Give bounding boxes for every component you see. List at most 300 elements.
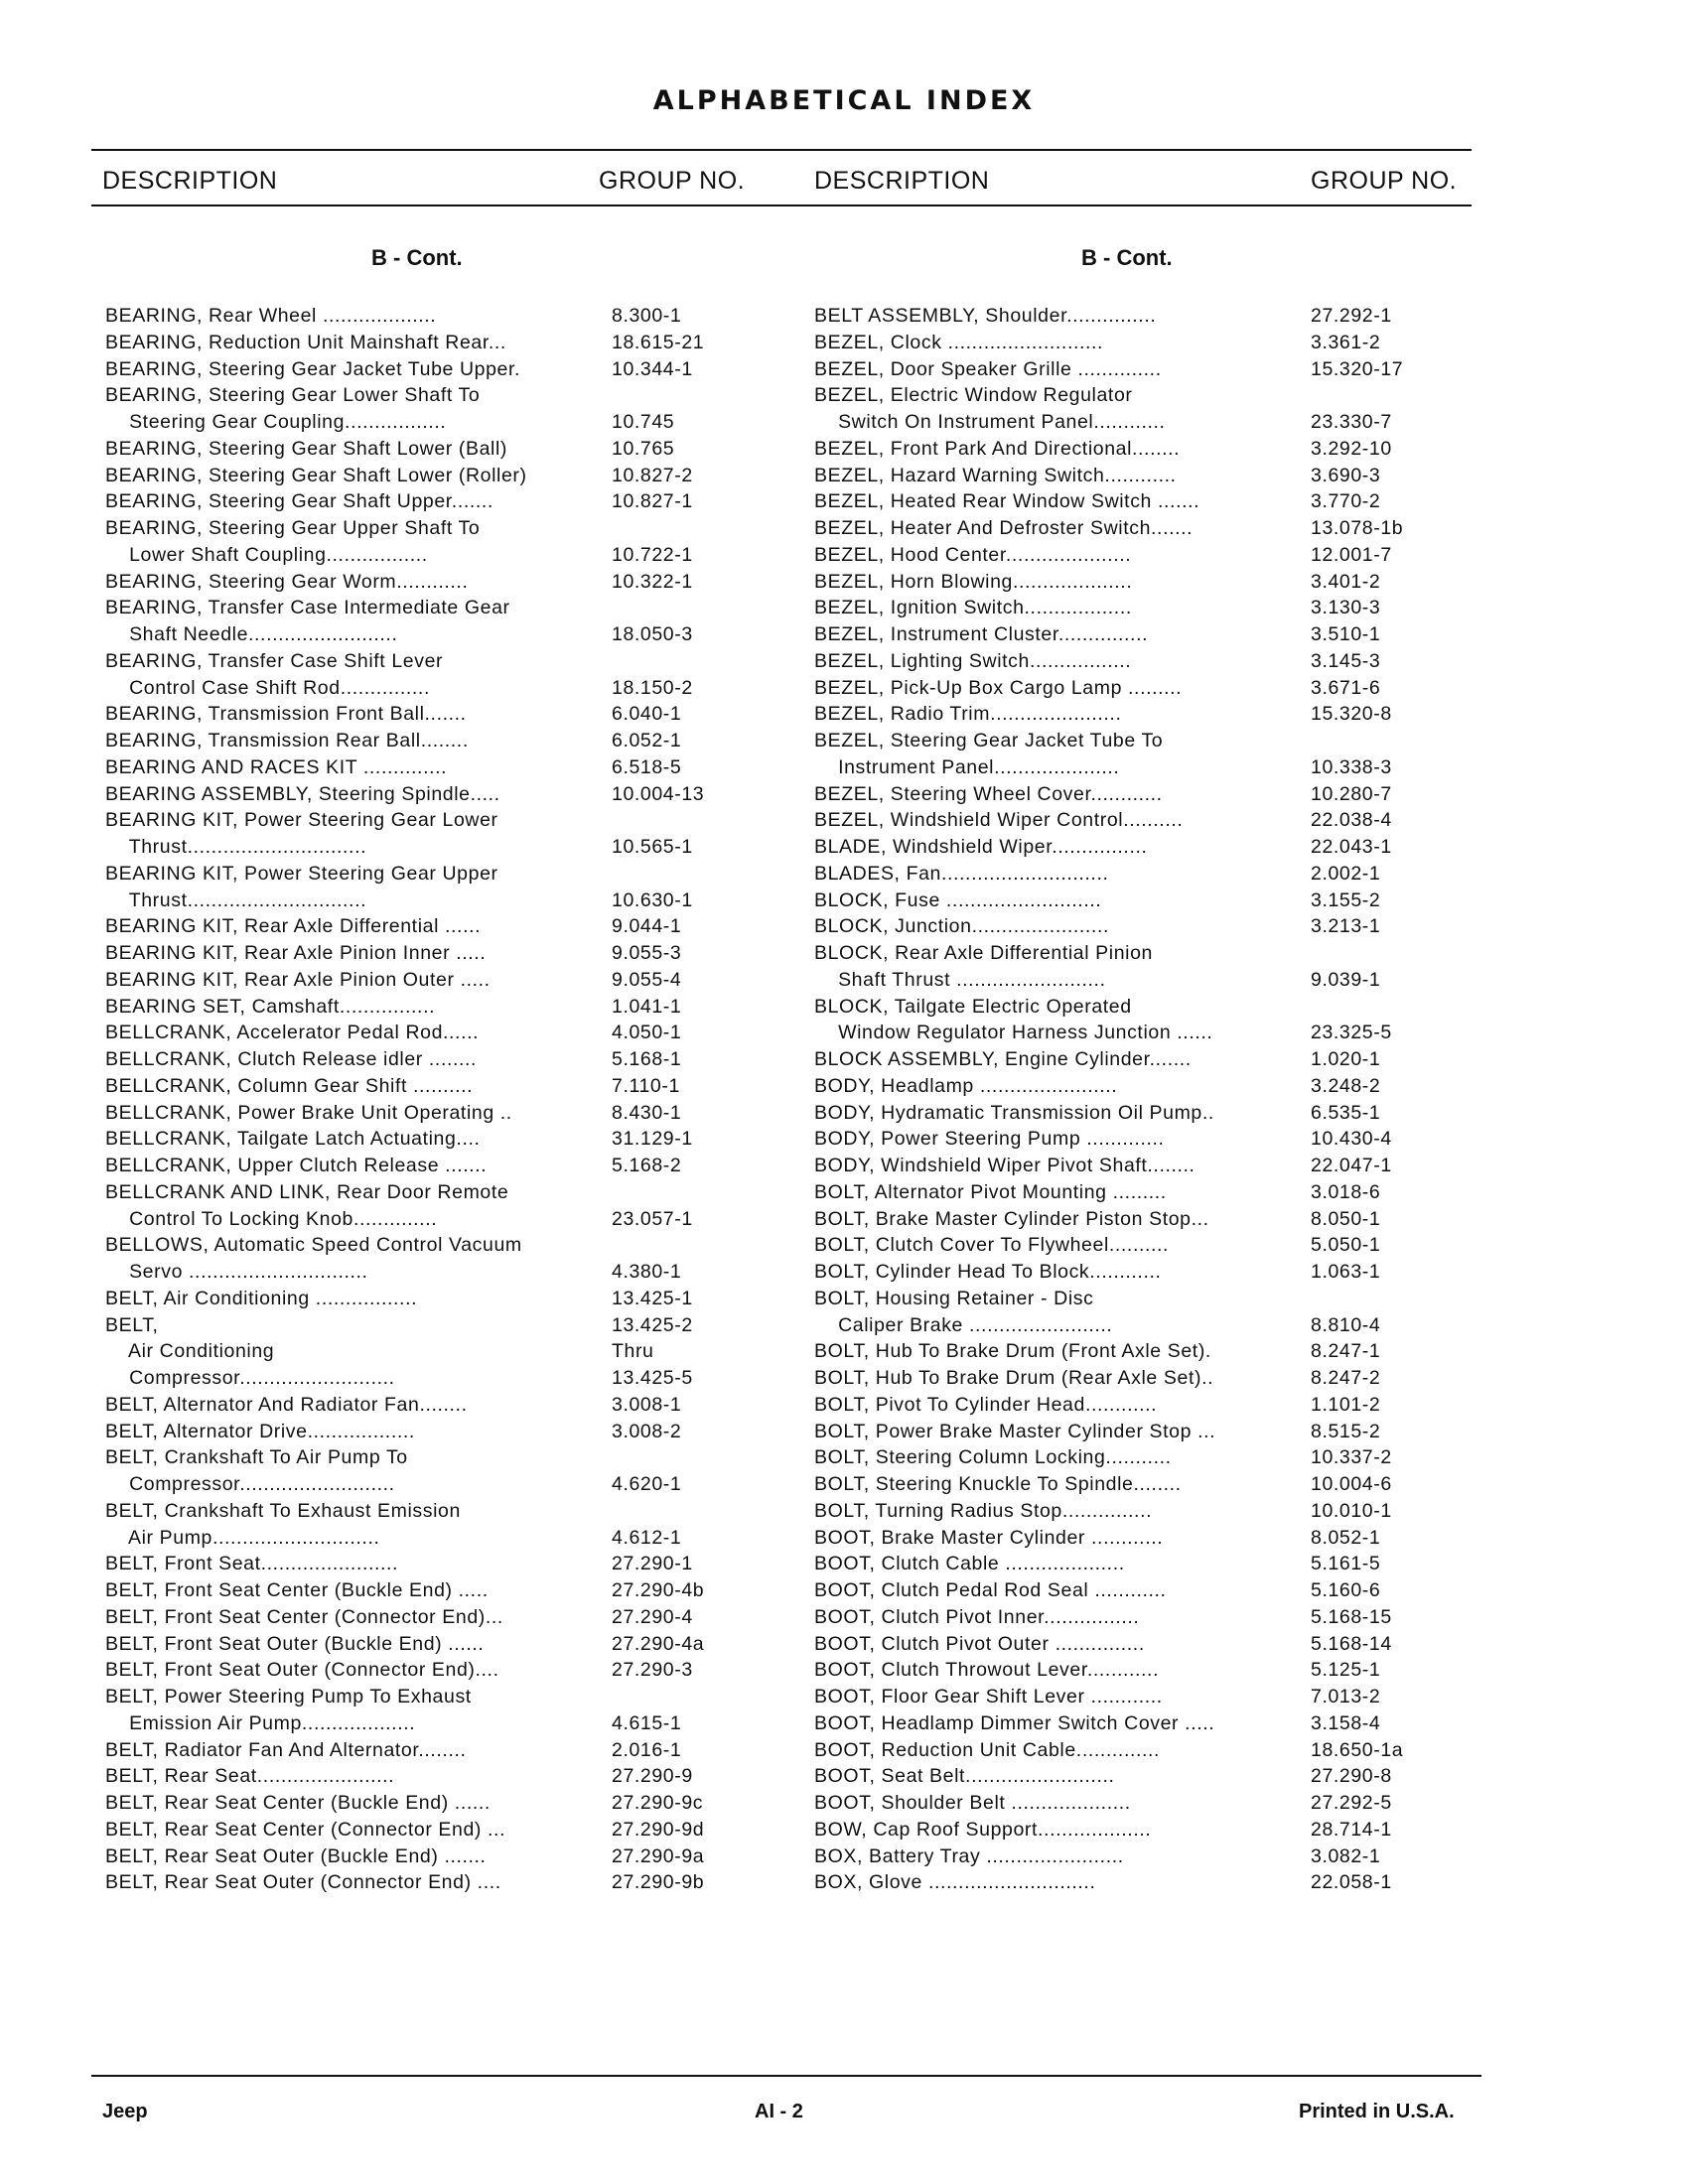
index-entry (105, 1631, 741, 1658)
index-entry (814, 488, 1450, 515)
entry-description: Compressor.......................... (105, 1367, 395, 1389)
entry-description: BELT, Power Steering Pump To Exhaust (105, 1686, 472, 1707)
entry-group-number: 2.016-1 (612, 1738, 682, 1761)
entry-description: Control Case Shift Rod............... (105, 676, 430, 699)
index-entry (105, 621, 741, 648)
index-entry (814, 356, 1450, 383)
index-entry (105, 994, 741, 1021)
entry-description: BLOCK, Tailgate Electric Operated (814, 995, 1132, 1018)
entry-group-number: 8.810-4 (1311, 1313, 1381, 1336)
entry-group-number: 3.082-1 (1311, 1844, 1381, 1867)
entry-group-number: 3.361-2 (1311, 331, 1381, 353)
entry-description: BLOCK, Rear Axle Differential Pinion (814, 942, 1153, 964)
index-entry (814, 1100, 1450, 1127)
entry-description: BELT, Rear Seat Outer (Buckle End) ....... (105, 1844, 487, 1867)
entry-description: BEARING, Steering Gear Lower Shaft To (105, 384, 481, 407)
entry-description: BELT, Crankshaft To Exhaust Emission (105, 1499, 461, 1522)
index-entry (814, 648, 1450, 675)
index-entry (105, 1763, 741, 1790)
left-index-column (105, 303, 741, 1896)
index-entry (814, 463, 1450, 489)
entry-group-number: 10.004-6 (1311, 1473, 1392, 1495)
entry-group-number: 22.047-1 (1311, 1155, 1392, 1176)
index-entry (105, 1232, 741, 1259)
entry-description: BOOT, Seat Belt......................... (814, 1765, 1115, 1788)
entry-group-number: 9.044-1 (612, 915, 682, 938)
entry-group-number: 2.002-1 (1311, 862, 1381, 885)
entry-description: Shaft Thrust ......................... (814, 968, 1106, 991)
entry-group-number: 3.155-2 (1311, 888, 1381, 911)
entry-group-number: 10.630-1 (612, 888, 693, 911)
index-entry (814, 1392, 1450, 1419)
index-entry (814, 834, 1450, 861)
entry-description: BEZEL, Hazard Warning Switch............ (814, 464, 1177, 486)
index-entry (814, 1206, 1450, 1233)
entry-group-number: 10.322-1 (612, 570, 693, 593)
entry-description: BEZEL, Hood Center..................... (814, 543, 1132, 566)
entry-description: BEARING KIT, Rear Axle Pinion Outer ..... (105, 968, 491, 991)
index-entry (814, 1657, 1450, 1684)
entry-description: Thrust.............................. (105, 836, 367, 858)
entry-description: Emission Air Pump................... (105, 1711, 416, 1734)
entry-description: Servo .............................. (105, 1261, 368, 1283)
entry-description: BEARING, Steering Gear Worm............ (105, 570, 469, 593)
entry-description: Air Conditioning (105, 1340, 275, 1363)
index-entry (105, 781, 741, 808)
entry-group-number: 4.050-1 (612, 1022, 682, 1044)
index-entry (814, 1737, 1450, 1764)
index-entry (814, 330, 1450, 356)
entry-group-number: 1.101-2 (1311, 1393, 1381, 1416)
entry-description: BEZEL, Electric Window Regulator (814, 384, 1133, 407)
index-entry (105, 1817, 741, 1843)
entry-description: BELT, Radiator Fan And Alternator........ (105, 1738, 467, 1761)
left-description-header: DESCRIPTION (102, 167, 278, 195)
entry-description: BOLT, Hub To Brake Drum (Rear Axle Set).. (814, 1367, 1214, 1389)
index-entry (814, 515, 1450, 542)
entry-group-number: 13.425-5 (612, 1367, 693, 1389)
index-entry (814, 1153, 1450, 1179)
entry-description: BEARING, Steering Gear Shaft Lower (Roller) (105, 464, 527, 486)
entry-description: BOLT, Brake Master Cylinder Piston Stop... (814, 1207, 1209, 1230)
entry-description: BODY, Headlamp ....................... (814, 1074, 1118, 1097)
entry-description: BOLT, Clutch Cover To Flywheel.......... (814, 1234, 1170, 1257)
entry-description: BEARING, Transfer Case Shift Lever (105, 649, 444, 672)
index-entry (105, 515, 741, 542)
entry-group-number: 9.039-1 (1311, 968, 1381, 991)
entry-description: BEARING KIT, Rear Axle Pinion Inner ..... (105, 942, 487, 964)
entry-description: BELT, Air Conditioning ................. (105, 1287, 418, 1309)
index-entry (105, 861, 741, 887)
entry-description: BOOT, Brake Master Cylinder ............ (814, 1526, 1164, 1549)
entry-group-number: 27.290-9b (612, 1871, 705, 1894)
entry-group-number: 10.565-1 (612, 836, 693, 858)
entry-group-number: 5.125-1 (1311, 1659, 1381, 1682)
entry-group-number: 27.290-3 (612, 1659, 693, 1682)
entry-description: BOX, Glove ............................ (814, 1871, 1096, 1894)
entry-description: BLOCK, Fuse .......................... (814, 888, 1102, 911)
left-section-heading: B - Cont. (371, 245, 463, 270)
entry-group-number: 1.020-1 (1311, 1048, 1381, 1070)
index-entry (105, 463, 741, 489)
entry-description: BEZEL, Instrument Cluster............... (814, 623, 1149, 645)
entry-description: BEZEL, Steering Gear Jacket Tube To (814, 730, 1164, 751)
entry-group-number: 9.055-4 (612, 968, 682, 991)
entry-description: BELLCRANK, Column Gear Shift .......... (105, 1074, 474, 1097)
entry-group-number: 27.292-5 (1311, 1792, 1392, 1814)
index-entry (814, 701, 1450, 728)
index-entry (105, 488, 741, 515)
entry-description: BELT, Front Seat Center (Connector End)... (105, 1605, 503, 1628)
entry-description: BLADES, Fan............................ (814, 862, 1109, 885)
index-entry (814, 1525, 1450, 1552)
entry-description: BELLCRANK AND LINK, Rear Door Remote (105, 1180, 509, 1203)
index-entry (814, 1577, 1450, 1604)
index-entry (105, 1179, 741, 1206)
entry-group-number: 10.010-1 (1311, 1499, 1392, 1522)
footer-page-number: AI - 2 (755, 2101, 803, 2122)
entry-description: BOOT, Clutch Cable .................... (814, 1553, 1125, 1575)
entry-group-number: 27.292-1 (1311, 305, 1392, 327)
right-description-header: DESCRIPTION (814, 167, 990, 195)
index-entry (814, 728, 1450, 754)
entry-description: BELLCRANK, Power Brake Unit Operating .. (105, 1101, 512, 1124)
index-entry (814, 754, 1450, 781)
entry-description: BLOCK, Junction....................... (814, 915, 1109, 938)
entry-description: BEZEL, Horn Blowing.................... (814, 570, 1133, 593)
entry-group-number: 12.001-7 (1311, 543, 1392, 566)
index-entry (814, 569, 1450, 596)
index-entry (105, 1126, 741, 1153)
index-entry (105, 967, 741, 994)
entry-description: BOLT, Hub To Brake Drum (Front Axle Set). (814, 1340, 1211, 1363)
index-entry (814, 1073, 1450, 1100)
entry-group-number: 3.130-3 (1311, 597, 1381, 619)
entry-description: BELT, Alternator Drive.................. (105, 1420, 415, 1442)
entry-group-number: 4.620-1 (612, 1473, 682, 1495)
entry-group-number: 27.290-4 (612, 1605, 693, 1628)
entry-description: BEARING, Steering Gear Jacket Tube Upper. (105, 357, 521, 380)
index-entry (814, 994, 1450, 1021)
entry-description: BEARING KIT, Power Steering Gear Lower (105, 809, 498, 832)
entry-description: BOLT, Steering Knuckle To Spindle........ (814, 1473, 1182, 1495)
entry-description: BEZEL, Ignition Switch.................. (814, 597, 1132, 619)
entry-description: BEARING, Transmission Front Ball....... (105, 703, 467, 726)
entry-group-number: 3.248-2 (1311, 1074, 1381, 1097)
entry-group-number: 6.052-1 (612, 730, 682, 751)
entry-description: BEZEL, Radio Trim...................... (814, 703, 1122, 726)
entry-description: BELT, Front Seat Outer (Buckle End) ...... (105, 1632, 485, 1655)
entry-group-number: 22.058-1 (1311, 1871, 1392, 1894)
index-entry (105, 409, 741, 436)
entry-group-number: 5.160-6 (1311, 1579, 1381, 1601)
entry-description: Air Pump............................ (105, 1526, 380, 1549)
footer-printed-in: Printed in U.S.A. (1299, 2101, 1455, 2122)
index-entry (105, 913, 741, 940)
entry-group-number: 5.161-5 (1311, 1553, 1381, 1575)
entry-group-number: 18.650-1a (1311, 1738, 1404, 1761)
entry-description: BELLOWS, Automatic Speed Control Vacuum (105, 1234, 522, 1257)
entry-description: BOOT, Reduction Unit Cable.............. (814, 1738, 1161, 1761)
index-entry (814, 1312, 1450, 1339)
entry-group-number: Thru (612, 1340, 654, 1363)
entry-description: BEARING AND RACES KIT .............. (105, 755, 448, 778)
entry-group-number: 1.041-1 (612, 995, 682, 1018)
entry-description: Compressor.......................... (105, 1473, 395, 1495)
index-entry (814, 1338, 1450, 1365)
entry-group-number: 10.745 (612, 411, 675, 433)
entry-description: BEARING, Transfer Case Intermediate Gear (105, 597, 510, 619)
index-entry (105, 1525, 741, 1552)
footer-rule (91, 2075, 1481, 2077)
entry-description: BEZEL, Heater And Defroster Switch....... (814, 517, 1194, 539)
index-entry (814, 967, 1450, 994)
entry-group-number: 27.290-1 (612, 1553, 693, 1575)
entry-description: BOLT, Alternator Pivot Mounting ......... (814, 1180, 1167, 1203)
index-entry (105, 1338, 741, 1365)
entry-group-number: 27.290-9a (612, 1844, 705, 1867)
index-entry (814, 1604, 1450, 1631)
entry-description: BEARING, Reduction Unit Mainshaft Rear... (105, 331, 506, 353)
index-entry (814, 621, 1450, 648)
index-entry (105, 1790, 741, 1817)
entry-group-number: 8.247-2 (1311, 1367, 1381, 1389)
entry-description: BODY, Windshield Wiper Pivot Shaft........ (814, 1155, 1196, 1176)
entry-description: BELT ASSEMBLY, Shoulder............... (814, 305, 1157, 327)
index-entry (105, 834, 741, 861)
entry-description: BOLT, Housing Retainer - Disc (814, 1287, 1094, 1309)
right-section-heading: B - Cont. (1081, 245, 1173, 270)
entry-group-number: 8.052-1 (1311, 1526, 1381, 1549)
index-entry (814, 1710, 1450, 1737)
index-entry (814, 1179, 1450, 1206)
index-entry (814, 675, 1450, 702)
index-entry (814, 1551, 1450, 1577)
entry-group-number: 6.518-5 (612, 755, 682, 778)
entry-description: BOW, Cap Roof Support................... (814, 1818, 1152, 1841)
entry-group-number: 3.401-2 (1311, 570, 1381, 593)
entry-description: Lower Shaft Coupling................. (105, 543, 428, 566)
index-entry (814, 1763, 1450, 1790)
index-entry (105, 1657, 741, 1684)
entry-group-number: 27.290-4b (612, 1579, 705, 1601)
entry-description: BEZEL, Lighting Switch................. (814, 649, 1132, 672)
entry-description: BELT, Alternator And Radiator Fan........ (105, 1393, 468, 1416)
entry-description: BOLT, Steering Column Locking........... (814, 1446, 1172, 1469)
entry-description: BLADE, Windshield Wiper................ (814, 836, 1148, 858)
index-entry (105, 1100, 741, 1127)
entry-description: BEARING SET, Camshaft................ (105, 995, 436, 1018)
index-entry (105, 1392, 741, 1419)
entry-group-number: 8.515-2 (1311, 1420, 1381, 1442)
right-group-header: GROUP NO. (1311, 167, 1458, 195)
index-entry (814, 1365, 1450, 1392)
entry-description: BOLT, Turning Radius Stop............... (814, 1499, 1153, 1522)
index-entry (105, 1684, 741, 1710)
index-entry (814, 1817, 1450, 1843)
entry-group-number: 27.290-8 (1311, 1765, 1392, 1788)
entry-group-number: 7.110-1 (612, 1074, 680, 1097)
index-entry (105, 1444, 741, 1471)
entry-group-number: 10.338-3 (1311, 755, 1392, 778)
index-entry (105, 1498, 741, 1525)
index-entry (105, 648, 741, 675)
footer-brand: Jeep (102, 2101, 148, 2122)
entry-group-number: 9.055-3 (612, 942, 682, 964)
entry-description: BEARING KIT, Rear Axle Differential ...... (105, 915, 482, 938)
entry-group-number: 3.292-10 (1311, 437, 1392, 460)
entry-group-number: 3.008-1 (612, 1393, 682, 1416)
entry-group-number: 8.247-1 (1311, 1340, 1381, 1363)
entry-description: BOOT, Floor Gear Shift Lever ............ (814, 1686, 1163, 1707)
entry-group-number: 10.722-1 (612, 543, 693, 566)
entry-group-number: 22.038-4 (1311, 809, 1392, 832)
entry-description: BEZEL, Clock .......................... (814, 331, 1104, 353)
entry-description: BLOCK ASSEMBLY, Engine Cylinder....... (814, 1048, 1192, 1070)
entry-description: Control To Locking Knob.............. (105, 1207, 438, 1230)
index-entry (814, 595, 1450, 621)
index-entry (814, 1869, 1450, 1896)
index-entry (105, 1843, 741, 1870)
entry-description: BOOT, Headlamp Dimmer Switch Cover ..... (814, 1711, 1215, 1734)
index-entry (105, 754, 741, 781)
entry-description: BEARING KIT, Power Steering Gear Upper (105, 862, 498, 885)
index-entry (814, 1444, 1450, 1471)
entry-description: BEARING, Steering Gear Shaft Lower (Ball) (105, 437, 508, 460)
entry-description: BEZEL, Heated Rear Window Switch ....... (814, 490, 1200, 513)
entry-description: BELT, Front Seat Outer (Connector End).... (105, 1659, 499, 1682)
entry-description: Switch On Instrument Panel............ (814, 411, 1166, 433)
entry-description: BELT, Rear Seat Center (Buckle End) ...... (105, 1792, 491, 1814)
entry-description: BEZEL, Windshield Wiper Control.......... (814, 809, 1184, 832)
entry-group-number: 18.050-3 (612, 623, 693, 645)
entry-description: BOOT, Clutch Pivot Inner................ (814, 1605, 1140, 1628)
entry-group-number: 3.671-6 (1311, 676, 1381, 699)
entry-description: BEZEL, Pick-Up Box Cargo Lamp ......... (814, 676, 1183, 699)
entry-group-number: 5.168-14 (1311, 1632, 1392, 1655)
entry-group-number: 27.290-4a (612, 1632, 705, 1655)
entry-group-number: 15.320-8 (1311, 703, 1392, 726)
index-entry (105, 1710, 741, 1737)
index-entry (814, 1790, 1450, 1817)
index-entry (814, 1471, 1450, 1498)
index-entry (814, 382, 1450, 409)
index-entry (105, 887, 741, 914)
index-entry (105, 701, 741, 728)
index-entry (105, 1869, 741, 1896)
entry-description: Thrust.............................. (105, 888, 367, 911)
index-entry (814, 409, 1450, 436)
entry-group-number: 5.168-2 (612, 1155, 682, 1176)
entry-description: BEARING, Transmission Rear Ball........ (105, 730, 469, 751)
index-entry (105, 1604, 741, 1631)
index-entry (814, 1684, 1450, 1710)
index-entry (814, 1286, 1450, 1312)
index-entry (105, 303, 741, 330)
entry-group-number: 3.690-3 (1311, 464, 1381, 486)
index-entry (105, 1020, 741, 1046)
entry-group-number: 6.040-1 (612, 703, 682, 726)
index-entry (105, 1073, 741, 1100)
entry-description: BELT, (105, 1313, 159, 1336)
entry-group-number: 10.827-1 (612, 490, 693, 513)
index-entry (105, 569, 741, 596)
entry-description: BELLCRANK, Accelerator Pedal Rod...... (105, 1022, 480, 1044)
index-entry (814, 1498, 1450, 1525)
index-entry (105, 330, 741, 356)
entry-description: BEZEL, Door Speaker Grille .............. (814, 357, 1162, 380)
entry-description: Shaft Needle......................... (105, 623, 398, 645)
entry-description: BODY, Power Steering Pump ............. (814, 1128, 1165, 1151)
entry-group-number: 1.063-1 (1311, 1261, 1381, 1283)
index-entry (105, 728, 741, 754)
entry-group-number: 3.145-3 (1311, 649, 1381, 672)
entry-group-number: 23.330-7 (1311, 411, 1392, 433)
right-index-column (814, 303, 1450, 1896)
entry-description: BELLCRANK, Clutch Release idler ........ (105, 1048, 478, 1070)
index-entry (814, 807, 1450, 834)
index-entry (814, 542, 1450, 569)
entry-group-number: 18.150-2 (612, 676, 693, 699)
index-entry (105, 1551, 741, 1577)
index-entry (105, 1286, 741, 1312)
index-entry (105, 1206, 741, 1233)
entry-group-number: 27.290-9 (612, 1765, 693, 1788)
index-entry (814, 1259, 1450, 1286)
index-entry (814, 913, 1450, 940)
entry-group-number: 6.535-1 (1311, 1101, 1381, 1124)
entry-description: BELT, Rear Seat....................... (105, 1765, 395, 1788)
index-entry (105, 1046, 741, 1073)
entry-description: BELT, Crankshaft To Air Pump To (105, 1446, 408, 1469)
entry-description: BOOT, Shoulder Belt .................... (814, 1792, 1131, 1814)
entry-description: BOLT, Cylinder Head To Block............ (814, 1261, 1162, 1283)
entry-description: BEARING, Steering Gear Shaft Upper....... (105, 490, 493, 513)
entry-description: BOLT, Pivot To Cylinder Head............ (814, 1393, 1158, 1416)
entry-group-number: 3.018-6 (1311, 1180, 1381, 1203)
entry-description: BOOT, Clutch Pivot Outer ............... (814, 1632, 1145, 1655)
entry-group-number: 18.615-21 (612, 331, 705, 353)
entry-group-number: 22.043-1 (1311, 836, 1392, 858)
entry-group-number: 27.290-9c (612, 1792, 704, 1814)
entry-description: Window Regulator Harness Junction ...... (814, 1022, 1213, 1044)
entry-group-number: 5.168-1 (612, 1048, 682, 1070)
index-entry (814, 303, 1450, 330)
entry-group-number: 10.004-13 (612, 782, 705, 805)
index-entry (105, 1737, 741, 1764)
entry-group-number: 10.430-4 (1311, 1128, 1392, 1151)
index-entry (105, 1471, 741, 1498)
entry-group-number: 8.430-1 (612, 1101, 682, 1124)
entry-description: BELT, Front Seat Center (Buckle End) ..... (105, 1579, 489, 1601)
entry-description: BOOT, Clutch Pedal Rod Seal ............ (814, 1579, 1167, 1601)
entry-group-number: 13.078-1b (1311, 517, 1404, 539)
index-entry (105, 1259, 741, 1286)
entry-group-number: 13.425-2 (612, 1313, 693, 1336)
entry-group-number: 10.765 (612, 437, 675, 460)
index-entry (814, 861, 1450, 887)
index-entry (814, 436, 1450, 463)
index-entry (814, 1126, 1450, 1153)
index-entry (105, 1365, 741, 1392)
index-entry (814, 1046, 1450, 1073)
entry-group-number: 27.290-9d (612, 1818, 705, 1841)
entry-group-number: 7.013-2 (1311, 1686, 1381, 1707)
entry-group-number: 10.344-1 (612, 357, 693, 380)
entry-description: BODY, Hydramatic Transmission Oil Pump.. (814, 1101, 1214, 1124)
entry-description: BEZEL, Front Park And Directional........ (814, 437, 1181, 460)
index-entry (105, 1312, 741, 1339)
